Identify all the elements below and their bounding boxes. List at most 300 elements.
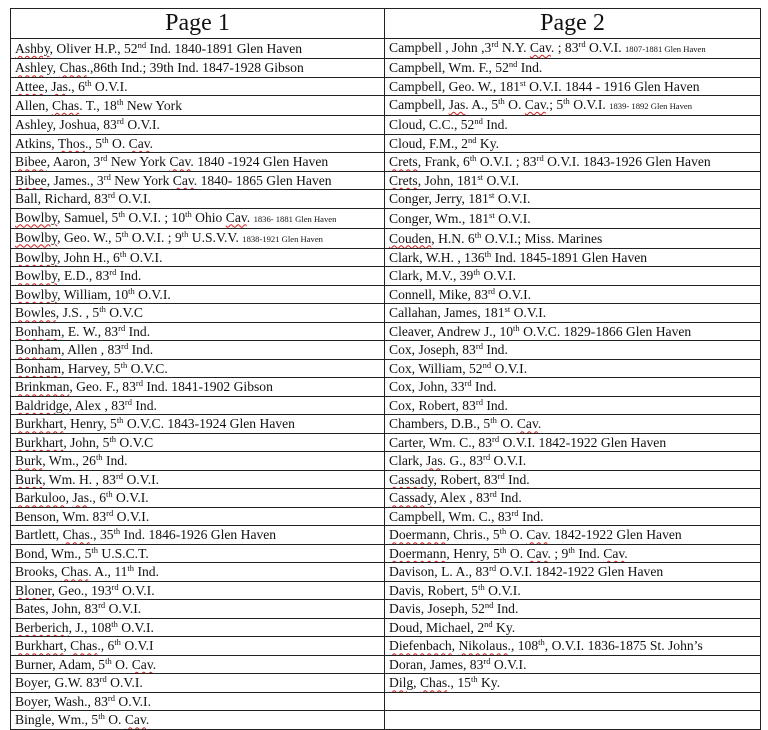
ordinal-suffix: th [102, 134, 109, 145]
entry-text: O.V.C. 1829-1866 Glen Haven [519, 323, 692, 339]
entry-text: , E. W., 83 [61, 323, 119, 339]
entry-text: Connell, Mike, 83 [389, 286, 488, 302]
entry-text: O. [108, 135, 129, 151]
page-2-entry [385, 190, 761, 209]
table-row [11, 470, 761, 489]
page-1-entry [11, 452, 385, 471]
entry-text: Ashley, Joshua, 83 [15, 117, 117, 133]
entry-text: . [152, 656, 157, 672]
life-dates-small: 1836- 1881 Glen Haven [253, 213, 337, 224]
spellcheck-flagged-text: Cav [172, 172, 194, 188]
ordinal-suffix: th [568, 544, 575, 555]
entry-text: ., 108 [507, 638, 539, 654]
table-row [11, 77, 761, 96]
entry-text: O.V.I. [114, 191, 151, 207]
table-row [11, 153, 761, 172]
entry-text: . [246, 209, 254, 225]
ordinal-suffix: th [473, 267, 480, 278]
entry-text: Cox, John, 33 [389, 379, 465, 395]
table-row [11, 267, 761, 286]
ordinal-suffix: st [489, 209, 495, 220]
spellcheck-flagged-text: Chas [59, 60, 87, 76]
entry-text: Ky. [477, 675, 501, 691]
spellcheck-flagged-text: Burkhart [15, 638, 64, 654]
spellcheck-flagged-text: Berberich [15, 619, 69, 635]
page-1-entry [11, 322, 385, 341]
page-1-entry [11, 600, 385, 619]
entry-text: O.V.I. [134, 286, 171, 302]
ordinal-suffix: th [116, 97, 124, 107]
spellcheck-flagged-text: Bonham [15, 360, 62, 376]
entry-text: Chambers, D.B., 5 [389, 416, 491, 432]
entry-text: , O.V.I. 1836-1875 St. John’s [544, 638, 703, 654]
ordinal-suffix: th [113, 526, 121, 537]
page-1-entry [11, 267, 385, 286]
entry-text: , [451, 638, 459, 654]
entry-text: O.V.I. 1842-1922 Glen Haven [496, 564, 664, 580]
entry-text: . [149, 135, 154, 151]
ordinal-suffix: rd [483, 655, 491, 666]
entry-text: Conger, Jerry, 181 [389, 191, 489, 207]
spellcheck-flagged-text: Doermann [389, 527, 447, 543]
ordinal-suffix: th [474, 229, 482, 240]
entry-text: Ball, Richard, 83 [15, 191, 108, 207]
entry-text: Ind. [482, 342, 508, 358]
entry-text: Ind. [102, 453, 128, 469]
entry-text: U.S.C.T. [98, 545, 149, 561]
page-2-entry [385, 581, 761, 600]
entry-text: Clark, M.V., 39 [389, 268, 474, 284]
spellcheck-flagged-text: Cassady [389, 471, 434, 487]
entry-text: O.V.I. 1843-1926 Glen Haven [543, 154, 711, 170]
entry-text: ., 35 [89, 527, 114, 543]
entry-text: O.V.I. ; 83 [476, 154, 537, 170]
table-row [11, 396, 761, 415]
page-1-entry [11, 378, 385, 397]
spellcheck-flagged-text: Brinkman [15, 379, 70, 395]
entry-text: O.V.I. ; 9 [128, 229, 182, 245]
entry-text: Ind. 1840-1891 Glen Haven [146, 41, 303, 56]
page-2-entry [385, 153, 761, 172]
page-2-entry [385, 322, 761, 341]
page-1-entry [11, 77, 385, 96]
page-2-entry [385, 248, 761, 267]
ordinal-suffix: th [513, 322, 520, 333]
page-2-entry [385, 116, 761, 135]
spellcheck-flagged-text: Cav [526, 545, 548, 561]
page-1-entry [11, 618, 385, 637]
spellcheck-flagged-text: Jas [448, 97, 466, 112]
page-2-entry [385, 59, 761, 78]
ordinal-suffix: rd [118, 322, 126, 333]
spellcheck-flagged-text: Cav [529, 40, 551, 55]
ordinal-suffix: th [563, 96, 570, 106]
spellcheck-flagged-text: Dilg [389, 675, 414, 691]
spellcheck-flagged-text: Nikolaus [458, 638, 508, 654]
table-row [11, 581, 761, 600]
ordinal-suffix: th [499, 526, 507, 537]
table-row [11, 711, 761, 730]
spellcheck-flagged-text: Burk [15, 453, 43, 469]
table-row [11, 378, 761, 397]
entry-text: , Geo., 193 [51, 582, 112, 598]
ordinal-suffix: th [490, 415, 497, 426]
table-row [11, 655, 761, 674]
table-row [11, 618, 761, 637]
entry-text: Cleaver, Andrew J., 10 [389, 323, 514, 339]
page-2-entry [385, 208, 761, 228]
spellcheck-flagged-text: Attee [15, 78, 45, 94]
spellcheck-flagged-text: Chas [61, 564, 89, 580]
entry-text: . [537, 416, 542, 432]
spellcheck-flagged-text: Chas [419, 675, 448, 691]
entry-text: . 1842-1922 Glen Haven [547, 527, 682, 543]
entry-text: Carter, Wm. C., 83 [389, 434, 493, 450]
table-row [11, 674, 761, 693]
entry-text: Benson, Wm. 83 [15, 508, 107, 524]
entry-text: Brooks, [15, 564, 62, 580]
ordinal-suffix: rd [489, 489, 497, 500]
entry-text: . ; 83 [550, 40, 579, 55]
ordinal-suffix: rd [99, 674, 107, 685]
ordinal-suffix: rd [109, 267, 117, 278]
entry-text: ., 6 [67, 78, 85, 94]
spellcheck-flagged-text: Ashley [15, 60, 53, 76]
page-2-entry [385, 39, 761, 59]
page-1-entry [11, 711, 385, 730]
ordinal-suffix: st [520, 77, 526, 88]
spellcheck-flagged-text: Bloner [15, 582, 52, 598]
ordinal-suffix: th [470, 674, 478, 685]
spellcheck-flagged-text: Bonham [15, 323, 62, 339]
entry-text: O.V.I. 1842-1922 Glen Haven [499, 434, 667, 450]
table-row [11, 171, 761, 190]
page-1-entry [11, 544, 385, 563]
page-2-entry [385, 171, 761, 190]
entry-text: O.V.I. [114, 693, 151, 709]
ordinal-suffix: th [499, 544, 507, 555]
spellcheck-flagged-text: Cav [225, 209, 247, 225]
entry-text: New York [123, 98, 182, 113]
page-1-entry [11, 507, 385, 526]
document-page [10, 8, 760, 730]
page-2-entry [385, 433, 761, 452]
spellcheck-flagged-text: Bowlby [15, 229, 58, 245]
entry-text: O.V.I.; Miss. Marines [481, 230, 603, 246]
ordinal-suffix: th [498, 96, 505, 106]
spellcheck-flagged-text: Cav [169, 154, 191, 170]
ordinal-suffix: rd [121, 341, 129, 352]
spellcheck-flagged-text: Jas [426, 453, 443, 469]
page-1-entry [11, 655, 385, 674]
entry-text: Ind. 1846-1926 Glen Haven [120, 527, 277, 543]
ordinal-suffix: th [478, 581, 485, 592]
page-2-entry [385, 304, 761, 323]
entry-text: O.V.I. [113, 508, 150, 524]
entry-text: O.V.I. ; 10 [124, 209, 186, 225]
page-2-entry [385, 228, 761, 248]
entry-text: , H.N. 6 [431, 230, 475, 246]
entry-text: Ind. [131, 397, 157, 413]
spellcheck-flagged-text: Barkuloo [15, 490, 66, 506]
spellcheck-flagged-text: Crets [389, 154, 418, 170]
entry-text: , [44, 78, 52, 94]
entry-text: Ind. [128, 342, 154, 358]
page-2-entry [385, 359, 761, 378]
ordinal-suffix: th [128, 285, 135, 296]
ordinal-suffix: rd [511, 507, 519, 518]
page-2-entry [385, 378, 761, 397]
entry-text: Clark, W.H. , 136 [389, 249, 485, 265]
ordinal-suffix: rd [115, 470, 124, 481]
table-row [11, 489, 761, 508]
entry-text: ., 15 [447, 675, 471, 691]
entry-text: New York [110, 172, 173, 188]
page-2-entry [385, 655, 761, 674]
entry-text: . 1840- 1865 Glen Haven [193, 172, 332, 188]
entry-text: , Allen , 83 [61, 342, 122, 358]
spellcheck-flagged-text: Bowlby [15, 286, 58, 302]
page-2-entry [385, 396, 761, 415]
spellcheck-flagged-text: Diefenbach [389, 638, 452, 654]
entry-text: Cox, Joseph, 83 [389, 342, 476, 358]
entry-text: , Chris., 5 [446, 527, 500, 543]
entry-text: O.V.I. [483, 172, 520, 188]
ordinal-suffix: rd [107, 190, 115, 201]
entry-text: . A., 5 [465, 97, 499, 112]
entry-text: , Alex , 83 [433, 490, 490, 506]
entry-text: N.Y. [498, 40, 530, 55]
table-row [11, 190, 761, 209]
spellcheck-flagged-text: Crets [389, 172, 418, 188]
ordinal-suffix: th [111, 618, 118, 629]
table-row [11, 116, 761, 135]
ordinal-suffix: th [120, 359, 128, 370]
entry-text: . T., 18 [79, 98, 117, 113]
page-2-entry [385, 692, 761, 711]
entry-text: Ind. [517, 60, 543, 76]
table-row [11, 359, 761, 378]
page-2-entry [385, 470, 761, 489]
entry-text: O.V.I. [118, 582, 155, 598]
page-1-entry [11, 637, 385, 656]
entry-text: O.V.I. [484, 582, 521, 598]
entry-text: ., 5 [85, 135, 102, 151]
ordinal-suffix: th [127, 563, 135, 574]
entry-text: Ind. [125, 323, 151, 339]
ordinal-suffix: rd [464, 378, 472, 389]
spellcheck-flagged-text: Bowlby [15, 249, 58, 265]
entry-text: Ind. 1845-1891 Glen Haven [491, 249, 648, 265]
entry-text: O.V.I. [569, 97, 610, 112]
ordinal-suffix: rd [98, 600, 106, 611]
page-2-entry [385, 674, 761, 693]
page-1-entry [11, 116, 385, 135]
entry-text: Allen, [15, 98, 52, 113]
spellcheck-flagged-text: Chas [62, 527, 90, 543]
ordinal-suffix: rd [111, 581, 119, 592]
entry-text: O.V.I. [123, 117, 160, 133]
entry-text: Ind. [496, 490, 522, 506]
spellcheck-flagged-text: Bibee [15, 154, 47, 170]
entry-text: New York [107, 154, 170, 170]
spellcheck-flagged-text: Baldridge [15, 397, 69, 413]
entry-text: , Henry, 5 [63, 416, 117, 432]
page-2-entry [385, 618, 761, 637]
entry-text: Callahan, James, 181 [389, 305, 505, 321]
ordinal-suffix: th [114, 637, 121, 648]
table-row [11, 415, 761, 434]
entry-text: O.V.I. [106, 675, 143, 691]
entry-text: O.V.I. [490, 656, 527, 672]
ordinal-suffix: th [109, 433, 117, 444]
entry-text: Burner, Adam, 5 [15, 656, 106, 672]
spellcheck-flagged-text: Couden [389, 230, 432, 246]
table-row [11, 208, 761, 228]
entry-text: Ind. [116, 268, 142, 284]
entry-text: Cox, William, 52 [389, 360, 483, 376]
ordinal-suffix: rd [492, 433, 500, 444]
ordinal-suffix: rd [487, 285, 496, 296]
entry-text: , Robert, 83 [433, 471, 498, 487]
entry-text: , [52, 60, 60, 76]
page-1-entry [11, 692, 385, 711]
page-1-entry [11, 433, 385, 452]
page-1-entry [11, 563, 385, 582]
ordinal-suffix: rd [536, 153, 544, 164]
ordinal-suffix: th [181, 228, 189, 239]
spellcheck-flagged-text: Bibee [15, 172, 47, 188]
entry-text: O. [506, 527, 527, 543]
ordinal-suffix: th [469, 153, 477, 164]
page-2-entry [385, 267, 761, 286]
page-2-entry [385, 77, 761, 96]
ordinal-suffix: th [119, 248, 127, 259]
entry-text: Ky. [476, 135, 500, 151]
ordinal-suffix: th [116, 415, 124, 426]
entry-text: Ky. [492, 619, 516, 635]
entry-text: Clark, [389, 453, 426, 469]
entry-text: Conger, Wm., 181 [389, 210, 490, 226]
ordinal-suffix: st [477, 171, 484, 182]
entry-text: , Frank, 6 [417, 154, 470, 170]
entry-text: , Wm., 26 [42, 453, 96, 469]
entry-text: Bartlett, [15, 527, 63, 543]
ordinal-suffix: rd [100, 153, 108, 164]
entry-text: O.V.I. [491, 360, 528, 376]
entry-text: , [413, 675, 420, 691]
spellcheck-flagged-text: Ashby [15, 41, 50, 56]
entry-text: . A., 11 [88, 564, 128, 580]
page-1-entry [11, 134, 385, 153]
ordinal-suffix: nd [467, 134, 477, 145]
page-1-entry [11, 415, 385, 434]
entry-text: Cloud, C.C., 52 [389, 117, 475, 133]
entry-text: O.V.C [116, 434, 154, 450]
page-2-entry [385, 285, 761, 304]
ordinal-suffix: th [118, 208, 125, 219]
entry-text: O. [496, 416, 517, 432]
entry-text: O.V.I. [105, 601, 142, 617]
entry-text: , E.D., 83 [57, 268, 110, 284]
life-dates-small: 1807-1881 Glen Haven [625, 44, 706, 54]
entry-text: O.V.I. [123, 471, 160, 487]
ordinal-suffix: rd [135, 378, 143, 389]
entry-text: Ind. [518, 508, 544, 524]
page-2-entry [385, 563, 761, 582]
entry-text: O.V.I. 1844 - 1916 Glen Haven [525, 78, 700, 94]
entry-text: O.V.I. [126, 249, 163, 265]
page-1-entry [11, 171, 385, 190]
ordinal-suffix: rd [107, 692, 115, 703]
entry-text: , Aaron, 3 [46, 154, 101, 170]
spellcheck-flagged-text: Bonham [15, 342, 62, 358]
table-row [11, 526, 761, 545]
table-row [11, 637, 761, 656]
spellcheck-flagged-text: Cav [124, 712, 146, 728]
table-row [11, 544, 761, 563]
entry-text: Atkins, [15, 135, 58, 151]
page-1-entry [11, 526, 385, 545]
table-row [11, 563, 761, 582]
page-1-entry [11, 674, 385, 693]
page-1-entry [11, 304, 385, 323]
entry-text: Davis, Robert, 5 [389, 582, 479, 598]
entry-text: ., 6 [97, 638, 115, 654]
ordinal-suffix: st [504, 304, 511, 315]
entry-text: Ohio [191, 209, 226, 225]
entry-text: Ind. [134, 564, 159, 580]
spellcheck-flagged-text: Chas [52, 98, 80, 113]
spellcheck-flagged-text: Cav [128, 135, 150, 151]
entry-text: , John, 5 [63, 434, 110, 450]
entry-text: Davison, L. A., 83 [389, 564, 490, 580]
spellcheck-flagged-text: Burk [15, 471, 43, 487]
life-dates-small: 1838-1921 Glen Haven [242, 233, 323, 244]
entry-text: , Harvey, 5 [61, 360, 121, 376]
entry-text: , J., 108 [68, 619, 112, 635]
table-row [11, 692, 761, 711]
entry-text: , Oliver H.P., 52 [49, 41, 138, 56]
entry-text: , Geo. F., 83 [69, 379, 136, 395]
entry-text: O.V.I. [510, 305, 547, 321]
page-1-entry [11, 341, 385, 360]
entry-text: O. [111, 656, 132, 672]
entry-text: O.V.C. 1843-1924 Glen Haven [123, 416, 295, 432]
page-1-entry [11, 59, 385, 78]
ordinal-suffix: rd [103, 171, 111, 182]
ordinal-suffix: rd [491, 39, 499, 49]
table-row [11, 39, 761, 59]
table-row [11, 96, 761, 116]
page-2-entry [385, 452, 761, 471]
page-1-entry [11, 285, 385, 304]
page-2-entry [385, 489, 761, 508]
page-1-entry [11, 208, 385, 228]
spellcheck-flagged-text: Thos [57, 135, 85, 151]
ordinal-suffix: nd [137, 40, 147, 50]
entry-text: O. [504, 97, 525, 112]
ordinal-suffix: th [121, 228, 129, 239]
entry-text: Ind. [493, 601, 519, 617]
ordinal-suffix: rd [497, 470, 505, 481]
page-2-entry [385, 96, 761, 116]
entry-text: .; 5 [545, 97, 564, 112]
ordinal-suffix: rd [124, 396, 132, 407]
entry-text: O. [104, 712, 125, 728]
entry-text: Ind. [574, 545, 604, 561]
entry-text: Bates, John, 83 [15, 601, 99, 617]
